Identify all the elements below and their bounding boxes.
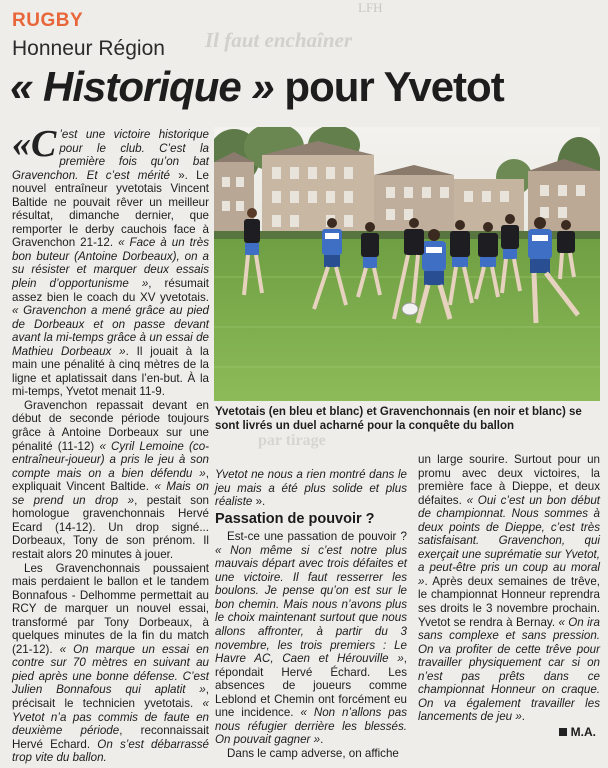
drop-cap: «C	[12, 123, 57, 165]
match-photo	[214, 127, 600, 401]
mid-p1-quote: « Non même si c’est notre plus mauvais départ avec trois défaites et une victoire. Il faut resserrer les boulons. Je pense qu’on est sur le bon chemin. Mais nous n’avons plus le choix maintenant surtout que nous allons affronter, à partir du 3 novembre, les trois premiers : Le Havre AC, Caen et Hérouville »	[215, 543, 407, 666]
after-quote-2: . Il jouait à la main une pénalité à cinq mètres de la ligne et aplatissait dans l’en-but. À la mi-temps, Yvetot menait 11-9.	[12, 344, 210, 399]
mid-p1-a: Est-ce une passation de pouvoir ?	[227, 530, 407, 544]
mid-intro-tail: ».	[252, 495, 266, 509]
bleed-through-tag: LFH	[358, 0, 383, 15]
right-paragraph-1	[418, 453, 600, 724]
right-column	[418, 453, 600, 724]
mid-paragraph-2: Dans le camp adverse, on affiche	[227, 746, 399, 760]
quote-1: « Face à un très bon buteur (Antoine Dorbeaux), on a su résister et marquer deux essais plein d’opportunisme »	[12, 236, 209, 291]
quote-2: « Gravenchon a mené grâce au pied de Dorbeaux et on passe devant avant la mi-temps grâce à un essai de Mathieu Dorbeaux »	[12, 304, 209, 358]
middle-column	[215, 468, 407, 760]
mid-p1-c: .	[320, 733, 324, 747]
rugby-ball	[402, 303, 418, 315]
subheading: Passation de pouvoir ?	[215, 510, 375, 527]
lead-tail: ». Le nouvel entraîneur yvetotais Vincent Baltide ne pouvait rêver un meilleur résultat, dimanche dernier, que remporter le derby cauchois face à Gravenchon 21-12.	[12, 168, 209, 250]
p3-b: , précisait le technicien yvetotais.	[12, 683, 209, 710]
lead-paragraph	[12, 123, 210, 399]
right-p1-b: . Après deux semaines de trêve, le championnat Honneur reprendra ses droits le 3 novembre prochain. Yvetot se rendra à Bernay.	[418, 574, 600, 629]
headline-rest: pour Yvetot	[273, 63, 504, 110]
byline-square-icon	[559, 728, 567, 736]
p3-quote: « On marque un essai en contre sur 70 mètres en suivant au pied après une bonne défense. C’est Julien Bonnafous qui aplatit »	[12, 642, 209, 697]
right-p1-a: un large sourire. Surtout pour un promu avec deux victoires, la première face à Dieppe, et deux défaites.	[418, 453, 600, 507]
p3-quote-3: On s’est débarrassé trop vite du ballon.	[12, 737, 210, 765]
mid-paragraph-1	[215, 530, 407, 747]
rugby-action-illustration	[214, 127, 600, 401]
lead-quote: ’est une victoire historique pour le club. C’est la première fois qu’on bat Gravenchon. Et c’est mérité	[12, 128, 209, 182]
photo-caption: Yvetotais (en bleu et blanc) et Gravenchonnais (en noir et blanc) se sont livrés un duel acharné pour la conquête du ballon	[215, 406, 582, 432]
p2-c: , pestait son homologue gravenchonnais Hervé Ecard (14-12). Un drop signé... Dorbeaux, Tony de son prénom. Il restait alors 20 minutes à jouer.	[12, 493, 209, 561]
byline-text: M.A.	[570, 725, 596, 739]
mid-p1-b: , répondait Hervé Échard. Les absences de joueurs comme Leblond et Chemin ont forcément eu une incidence.	[215, 652, 407, 720]
p2-quote: « Cyril Lemoine (co-entraîneur-joueur) a pris le jeu à son compte mais on a bien défendu »	[12, 439, 209, 480]
bleed-through-headline: Il faut enchaîner	[205, 28, 353, 52]
left-column	[12, 123, 210, 765]
p3-a: Les Gravenchonnais poussaient mais perdaient le ballon et le tandem Bonnafous - Delhomme permettait au RCY de marquer un nouvel essai, transformé par Tony Dorbeaux, à quelques minutes de la fin du match (21-12).	[12, 561, 209, 656]
p3-quote-2: « Yvetot n’a pas commis de faute en deuxième période	[12, 696, 209, 738]
section-label: RUGBY	[12, 10, 84, 31]
right-p1-quote: « Oui c’est un bon début de championnat. Nous sommes à deux points de Dieppe, c’est très satisfaisant. Gravenchon, qui exerçait une suprématie sur Yvetot, a peut-être pris un coup au moral »	[418, 493, 600, 588]
paragraph-3	[12, 562, 209, 765]
author-byline	[559, 725, 596, 739]
mid-p1-quote-2: « Non n’allons pas nous réfugier derrière les blessés. On pouvait gagner »	[215, 706, 407, 747]
right-p1-c: .	[521, 710, 526, 724]
mid-intro-quote: Yvetot ne nous a rien montré dans le jeu mais a été plus solide et plus réaliste	[215, 468, 407, 509]
paragraph-2	[12, 399, 209, 562]
p2-quote-2: « Mais on se prend un drop »	[12, 480, 210, 507]
mid-intro	[215, 468, 407, 509]
right-p1-quote-2: « On ira sans complexe et sans pression. On va profiter de cette trêve pour travailler physiquement car si on n’est pas prêts dans ce championnat Honneur on craque. On va également travailler les lancements de jeu »	[418, 615, 600, 724]
p2-b: , expliquait Vincent Baltide.	[12, 466, 209, 494]
after-quote-1: , résumait assez bien le coach du XV yvetotais.	[12, 277, 209, 304]
article-headline	[10, 63, 504, 111]
p3-c: , reconnaissait Hervé Echard.	[12, 724, 209, 751]
headline-quoted: « Historique »	[10, 63, 274, 110]
p2-a: Gravenchon repassait devant en début de seconde période toujours grâce à Antoine Dorbeaux sur une pénalité (11-12)	[12, 398, 209, 453]
bleed-through-tirage: par tirage	[258, 432, 326, 449]
article-subtitle: Honneur Région	[12, 37, 165, 60]
